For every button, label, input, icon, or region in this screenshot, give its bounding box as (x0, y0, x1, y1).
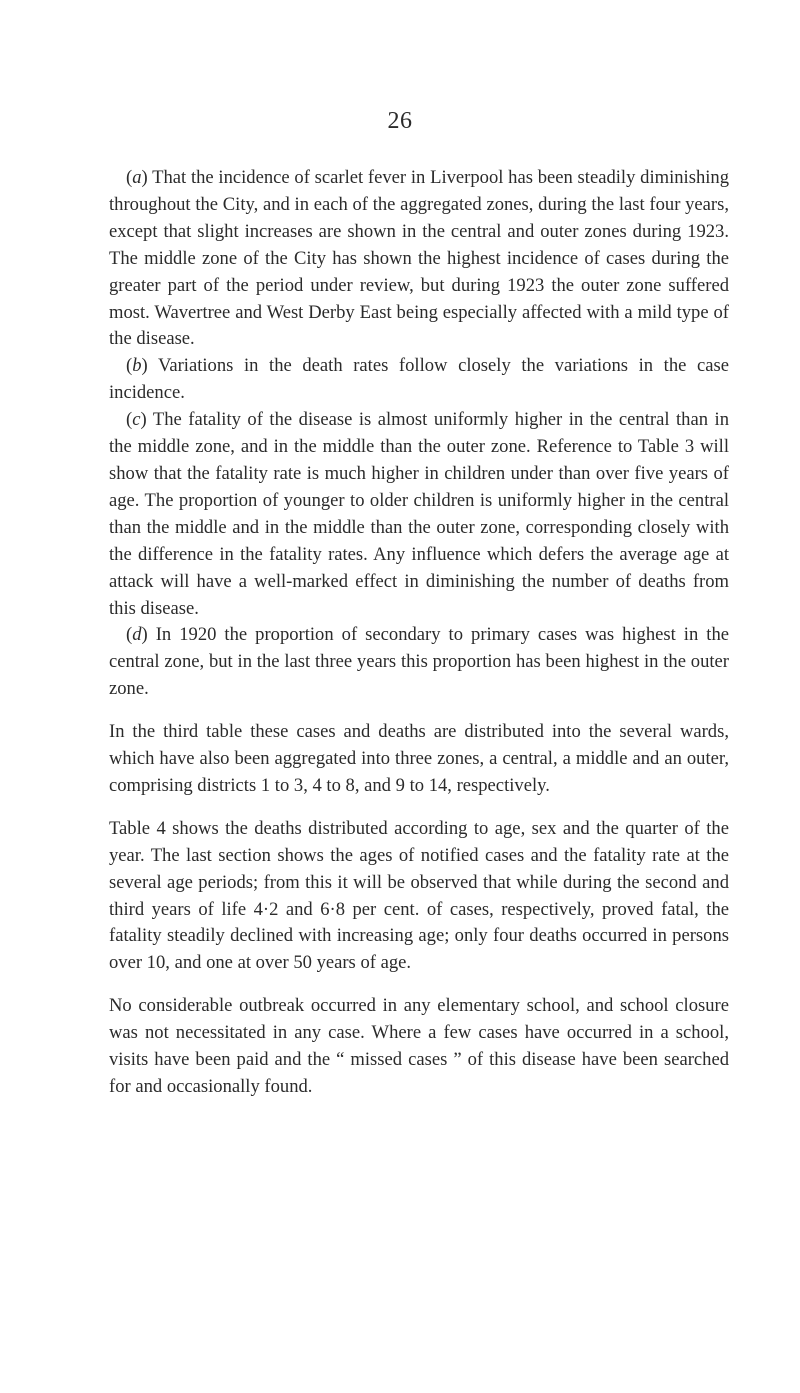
sub-paragraph-c: (c) The fatality of the disease is almost uniformly higher in the central than in the middle zone, and in the middle than the outer zone. Reference to Table 3 will show that the fatality rate is much higher in children under than over five years of age. The proportion of younger to older children is uniformly higher in the central than the middle and in the middle than the outer zone, corresponding closely with the difference in the fatality rates. Any influence which defers the average age at attack will have a well-marked effect in diminishing the number of deaths from this disease. (109, 409, 729, 619)
sub-paragraph-text: Variations in the death rates follow closely the variations in the case incidence. (109, 355, 729, 404)
sub-paragraph-b: (b) Variations in the death rates follow closely the variations in the case incidence. (109, 355, 729, 404)
sub-paragraph-text: That the incidence of scarlet fever in Liverpool has been steadily diminishing throughout the City, and in each of the aggregated zones, during the last four years, except that slight increases are shown in the central and outer zones during 1923. The middle zone of the City has shown the highest incidence of cases during the greater part of the period under review, but during 1923 the outer zone suffered most. Wavertree and West Derby East being especially affected with a mild type of the disease. (109, 167, 729, 350)
sub-paragraph-label: b (132, 355, 142, 377)
paragraph-schools: No considerable outbreak occurred in any elementary school, and school closure was not necessitated in any case. Where a few cases have occurred in a school, visits have been paid and the “ missed cases ” of this disease have been searched for and occasionally found. (109, 995, 729, 1097)
paragraph-zones: In the third table these cases and deaths are distributed into the several wards, which have also been aggregated into three zones, a central, a middle and an outer, comprising districts 1 to 3, 4 to 8, and 9 to 14, respectively. (109, 721, 729, 796)
sub-paragraph-text: In 1920 the proportion of secondary to primary cases was highest in the central zone, but in the last three years this proportion has been highest in the outer zone. (109, 624, 729, 700)
sub-paragraph-d: (d) In 1920 the proportion of secondary to primary cases was highest in the central zone, but in the last three years this proportion has been highest in the outer zone. (109, 624, 729, 700)
sub-paragraph-label: c (132, 409, 141, 431)
paragraph-table-4: Table 4 shows the deaths distributed according to age, sex and the quarter of the year. The last section shows the ages of notified cases and the fatality rate at the several age periods; from this it will be observed that while during the second and third years of life 4·2 and 6·8 per cent. of cases, respectively, proved fatal, the fatality steadily declined with increasing age; only four deaths occurred in persons over 10, and one at over 50 years of age. (109, 817, 729, 974)
page-number: 26 (387, 108, 413, 134)
sub-paragraph-a: (a) That the incidence of scarlet fever in Liverpool has been steadily diminishing throughout the City, and in each of the aggregated zones, during the last four years, except that slight increases are shown in the central and outer zones during 1923. The middle zone of the City has shown the highest incidence of cases during the greater part of the period under review, but during 1923 the outer zone suffered most. Wavertree and West Derby East being especially affected with a mild type of the disease. (109, 167, 729, 350)
sub-paragraph-text: The fatality of the disease is almost uniformly higher in the central than in the middle zone, and in the middle than the outer zone. Reference to Table 3 will show that the fatality rate is much higher in children under than over five years of age. The proportion of younger to older children is uniformly higher in the central than the middle and in the middle than the outer zone, corresponding closely with the difference in the fatality rates. Any influence which defers the average age at attack will have a well-marked effect in diminishing the number of deaths from this disease. (109, 409, 729, 619)
sub-paragraph-label: a (132, 167, 142, 188)
body-text (109, 165, 729, 1101)
sub-paragraph-label: d (132, 624, 142, 646)
